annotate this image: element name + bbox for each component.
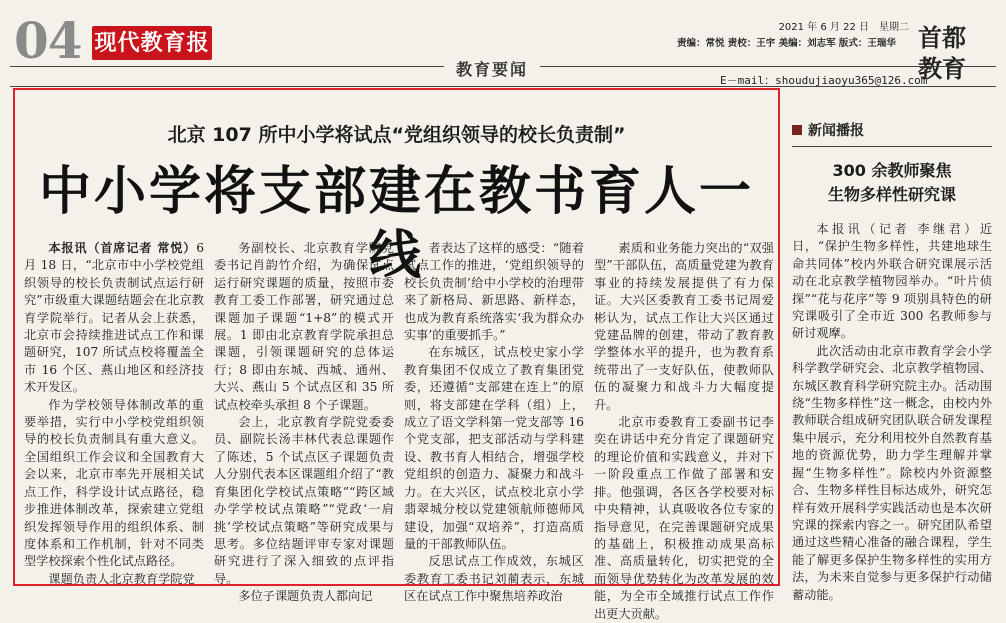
sidebar-tag (792, 120, 992, 140)
article-kicker: 北京 107 所中小学将试点“党组织领导的校长负责制” (167, 124, 626, 146)
paragraph-text: 此次活动由北京市教育学会小学科学教学研究会、北京教学植物园、东城区教育科学研究院主办。活动围绕“生物多样性”这一概念，由校内外教师联合组成研究团队联合研发课程集中展示，充分利用校外自然教育基地的资源优势，助力学生理解并掌握“生物多样性”。除校内外资源整合、生物多样性目标达成外，研究怎样有效开展科学实践活动也是本次研究课的探索内容之一。研究团队希望通过这些精心准备的融合课程，学生能了解更多保护生物多样性的实用方法，为未来自觉参与更多保护行动储蓄动能。 (792, 343, 992, 602)
square-icon (792, 125, 802, 135)
newspaper-logo: 现代教育报 (92, 26, 212, 60)
paragraph (594, 414, 774, 623)
byline: 本报讯（首席记者 常悦） (48, 241, 197, 255)
paragraph-text: 北京市委教育工委副书记李奕在讲话中充分肯定了课题研究的理论价值和实践意义，并对下一阶段重点工作做了部署和安排。他强调，各区各学校要对标中央精神，认真吸收各位专家的指导意见，在完善课题研究成果的基础上，积极推动成果高标准、高质量转化，切实把党的全面领导优势转化为改革发展的效能，为全市全域推行试点工作作出更大贡献。 (594, 415, 774, 621)
editor-credits: 责编：常悦 责校：王宇 美编：刘志军 版式：王瑞华 (677, 38, 896, 49)
issue-date: 2021 年 6 月 22 日 星期二 (778, 22, 909, 33)
sidebar (792, 120, 992, 602)
sidebar-headline (792, 159, 992, 207)
article-column-3 (404, 240, 584, 604)
paragraph-text: 课题负责人北京教育学院党 (48, 571, 195, 586)
paragraph (24, 571, 204, 588)
paragraph-text: 会上，北京教育学院党委委员、副院长汤丰林代表总课题作了陈述，5 个试点区子课题负责人分别代表本区课题组介绍了“教育集团化学校试点策略”“跨区域办学学校试点策略”“党政‘一肩挑’学校试点策略”等研究成果与思考。多位结题评审专家对课题研究进行了深入细致的点评指导。 (214, 415, 394, 586)
sidebar-headline-line2: 生物多样性研究课 (827, 185, 956, 204)
paragraph-text: 反思试点工作成效，东城区委教育工委书记刘蔺表示，东城区在试点工作中聚焦培养政治 (404, 554, 584, 604)
byline: 本报讯（记者 李继君） (816, 222, 980, 236)
paragraph-text: 多位子课题负责人都向记 (238, 589, 373, 604)
sidebar-tag-label: 新闻播报 (808, 123, 864, 139)
paragraph (792, 221, 992, 343)
header-info (677, 20, 909, 52)
sidebar-rule (792, 146, 992, 147)
contact-email: E－mail：shoudujiaoyu365@126.com (720, 74, 928, 87)
section-title-line1: 首都 (918, 23, 966, 52)
paragraph (404, 344, 584, 553)
article-headline: 中小学将支部建在教书育人一线 (38, 161, 754, 286)
paragraph-text: 作为学校领导体制改革的重要举措，实行中小学校党组织领导的校长负责制具有重大意义。全国组织工作会议和全国教育大会以来，北京市率先开展相关试点工作，科学设计试点路径，稳步推进体制改革，探索建立党组织发挥领导作用的组织体系、制度体系和工作机制，针对不同类型学校探索个性化试点路径。 (24, 397, 204, 569)
section-title-line2: 教育 (918, 54, 966, 83)
paragraph-text: 务副校长、北京教育学院党委书记肖韵竹介绍，为确保试点运行研究课题的质量，按照市委教育工委工作部署，研究通过总课题加子课题“1+8”的模式开展。1 即由北京教育学院承担总课题，引领课题研究的总体运行；8 即由东城、西城、通州、大兴、燕山 5 个试点区和 35 所试点校牵头承担 8 个子课题。 (214, 241, 394, 412)
paragraph (792, 343, 992, 604)
paragraph (594, 240, 774, 414)
section-title (918, 22, 998, 84)
paragraph-text: 近日，“保护生物多样性，共建地球生命共同体”校内外联合研究课展示活动在北京教学植物园举办。“叶片侦探”“花与花序”等 9 项别具特色的研究课吸引了全市近 300 名教师参与研讨观摩。 (792, 222, 992, 341)
paragraph-text: 者表达了这样的感受：“随着试点工作的推进，‘党组织领导的校长负责制’给中小学校的治理带来了新格局、新思路、新样态，也成为教育系统落实‘我为群众办实事’的重要抓手。” (404, 241, 584, 343)
article-column-1 (24, 240, 204, 586)
paragraph (214, 414, 394, 588)
paragraph (214, 588, 394, 605)
paragraph (24, 397, 204, 571)
paragraph (214, 240, 394, 414)
paragraph-text: 素质和业务能力突出的“双强型”干部队伍，高质量党建为教育事业的持续发展提供了有力保证。大兴区委教育工委书记周爱彬认为，试点工作让大兴区通过党建品牌的创建，带动了教育教学整体水平的提升，也为教育系统带出了一支好队伍，使教师队伍的凝聚力和战斗力大幅度提升。 (594, 241, 774, 412)
article-column-2 (214, 240, 394, 604)
article-column-4 (594, 240, 774, 621)
section-label: 教育要闻 (444, 57, 540, 80)
paragraph (24, 240, 204, 397)
paragraph-text: 在东城区，试点校史家小学教育集团不仅成立了教育集团党委，还遵循“支部建在连上”的原则，将支部建在学科（组）上，成立了语文学科第一党支部等 16 个党支部，把支部活动与学科建设、教书育人相结合，增强学校党组织的创造力、凝聚力和战斗力。在大兴区，试点校北京小学翡翠城分校以党建领航师德师风建设，加强“双培养”，打造高质量的干部教师队伍。 (404, 345, 584, 551)
sidebar-body (792, 221, 992, 602)
paragraph-text: 6 月 18 日，“北京市中小学校党组织领导的校长负责制试点运行研究”市级重大课题结题会在北京教育学院举行。记者从会上获悉，北京市会持续推进试点工作和课题研究，107 所试点校将覆盖全市 16 个区、燕山地区和经济技术开发区。 (24, 241, 204, 395)
page-number: 04 (14, 11, 82, 70)
paragraph (404, 240, 584, 344)
paragraph (404, 553, 584, 605)
sidebar-headline-line1: 300 余教师聚焦 (832, 161, 952, 180)
